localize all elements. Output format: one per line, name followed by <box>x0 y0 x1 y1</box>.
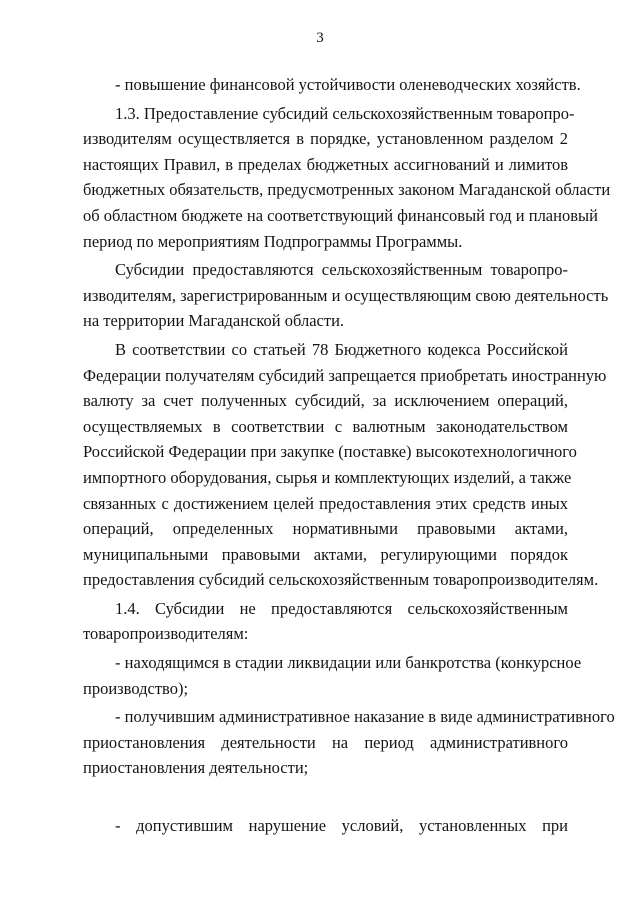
text-line: 1.3. Предоставление субсидий сельскохозяйственным товаропро- <box>115 103 575 123</box>
text-line: приостановления деятельности; <box>83 758 309 778</box>
paragraph-goal-bullet <box>83 72 581 98</box>
paragraph-subsidies-recipients <box>83 257 609 334</box>
page-number: 3 <box>316 30 324 46</box>
text-line: Российской Федерации при закупке (поставке) высокотехнологичного <box>83 442 577 462</box>
text-line: - допустившим нарушение условий, установленных при <box>115 816 568 836</box>
text-line: производство); <box>83 678 189 698</box>
text-line: - повышение финансовой устойчивости оленеводческих хозяйств. <box>115 75 581 94</box>
paragraph-1-4 <box>83 596 568 647</box>
paragraph-liquidation-bullet <box>83 650 582 701</box>
text-line: операций, определенных нормативными правовыми актами, <box>83 519 568 539</box>
text-line: предоставления субсидий сельскохозяйственным товаропроизводителям. <box>83 570 599 590</box>
text-line: Субсидии предоставляются сельскохозяйственным товаропро- <box>115 260 568 280</box>
paragraph-violation-bullet <box>83 813 568 839</box>
text-line: об областном бюджете на соответствующий финансовый год и плановый <box>83 205 598 225</box>
text-line: осуществляемых в соответствии с валютным законодательством <box>83 416 568 436</box>
paragraph-administrative-penalty-bullet <box>83 704 615 781</box>
text-line: товаропроизводителям: <box>83 624 249 644</box>
text-line: период по мероприятиям Подпрограммы Программы. <box>83 231 463 251</box>
text-line: настоящих Правил, в пределах бюджетных ассигнований и лимитов <box>83 154 568 174</box>
text-line: приостановления деятельности на период административного <box>83 732 568 752</box>
text-line: Федерации получателям субсидий запрещается приобретать иностранную <box>83 365 607 385</box>
text-line: - находящимся в стадии ликвидации или банкротства (конкурсное <box>115 653 582 673</box>
text-line: связанных с достижением целей предоставления этих средств иных <box>83 493 568 513</box>
text-line: бюджетных обязательств, предусмотренных законом Магаданской области <box>83 180 611 200</box>
text-line: валюту за счет полученных субсидий, за исключением операций, <box>83 391 568 411</box>
text-line: муниципальными правовыми актами, регулирующими порядок <box>83 544 568 564</box>
text-line: на территории Магаданской области. <box>83 311 345 331</box>
text-line: импортного оборудования, сырья и комплектующих изделий, а также <box>83 467 572 487</box>
text-line: - получившим административное наказание в виде административного <box>115 707 615 727</box>
document-body <box>83 72 615 839</box>
text-line: изводителям осуществляется в порядке, установленном разделом 2 <box>83 129 568 149</box>
text-line: В соответствии со статьей 78 Бюджетного кодекса Российской <box>115 339 568 359</box>
text-line: 1.4. Субсидии не предоставляются сельскохозяйственным <box>115 598 568 618</box>
text-line: изводителям, зарегистрированным и осуществляющим свою деятельность <box>83 285 609 305</box>
paragraph-article-78 <box>83 337 607 593</box>
paragraph-1-3 <box>83 101 611 255</box>
